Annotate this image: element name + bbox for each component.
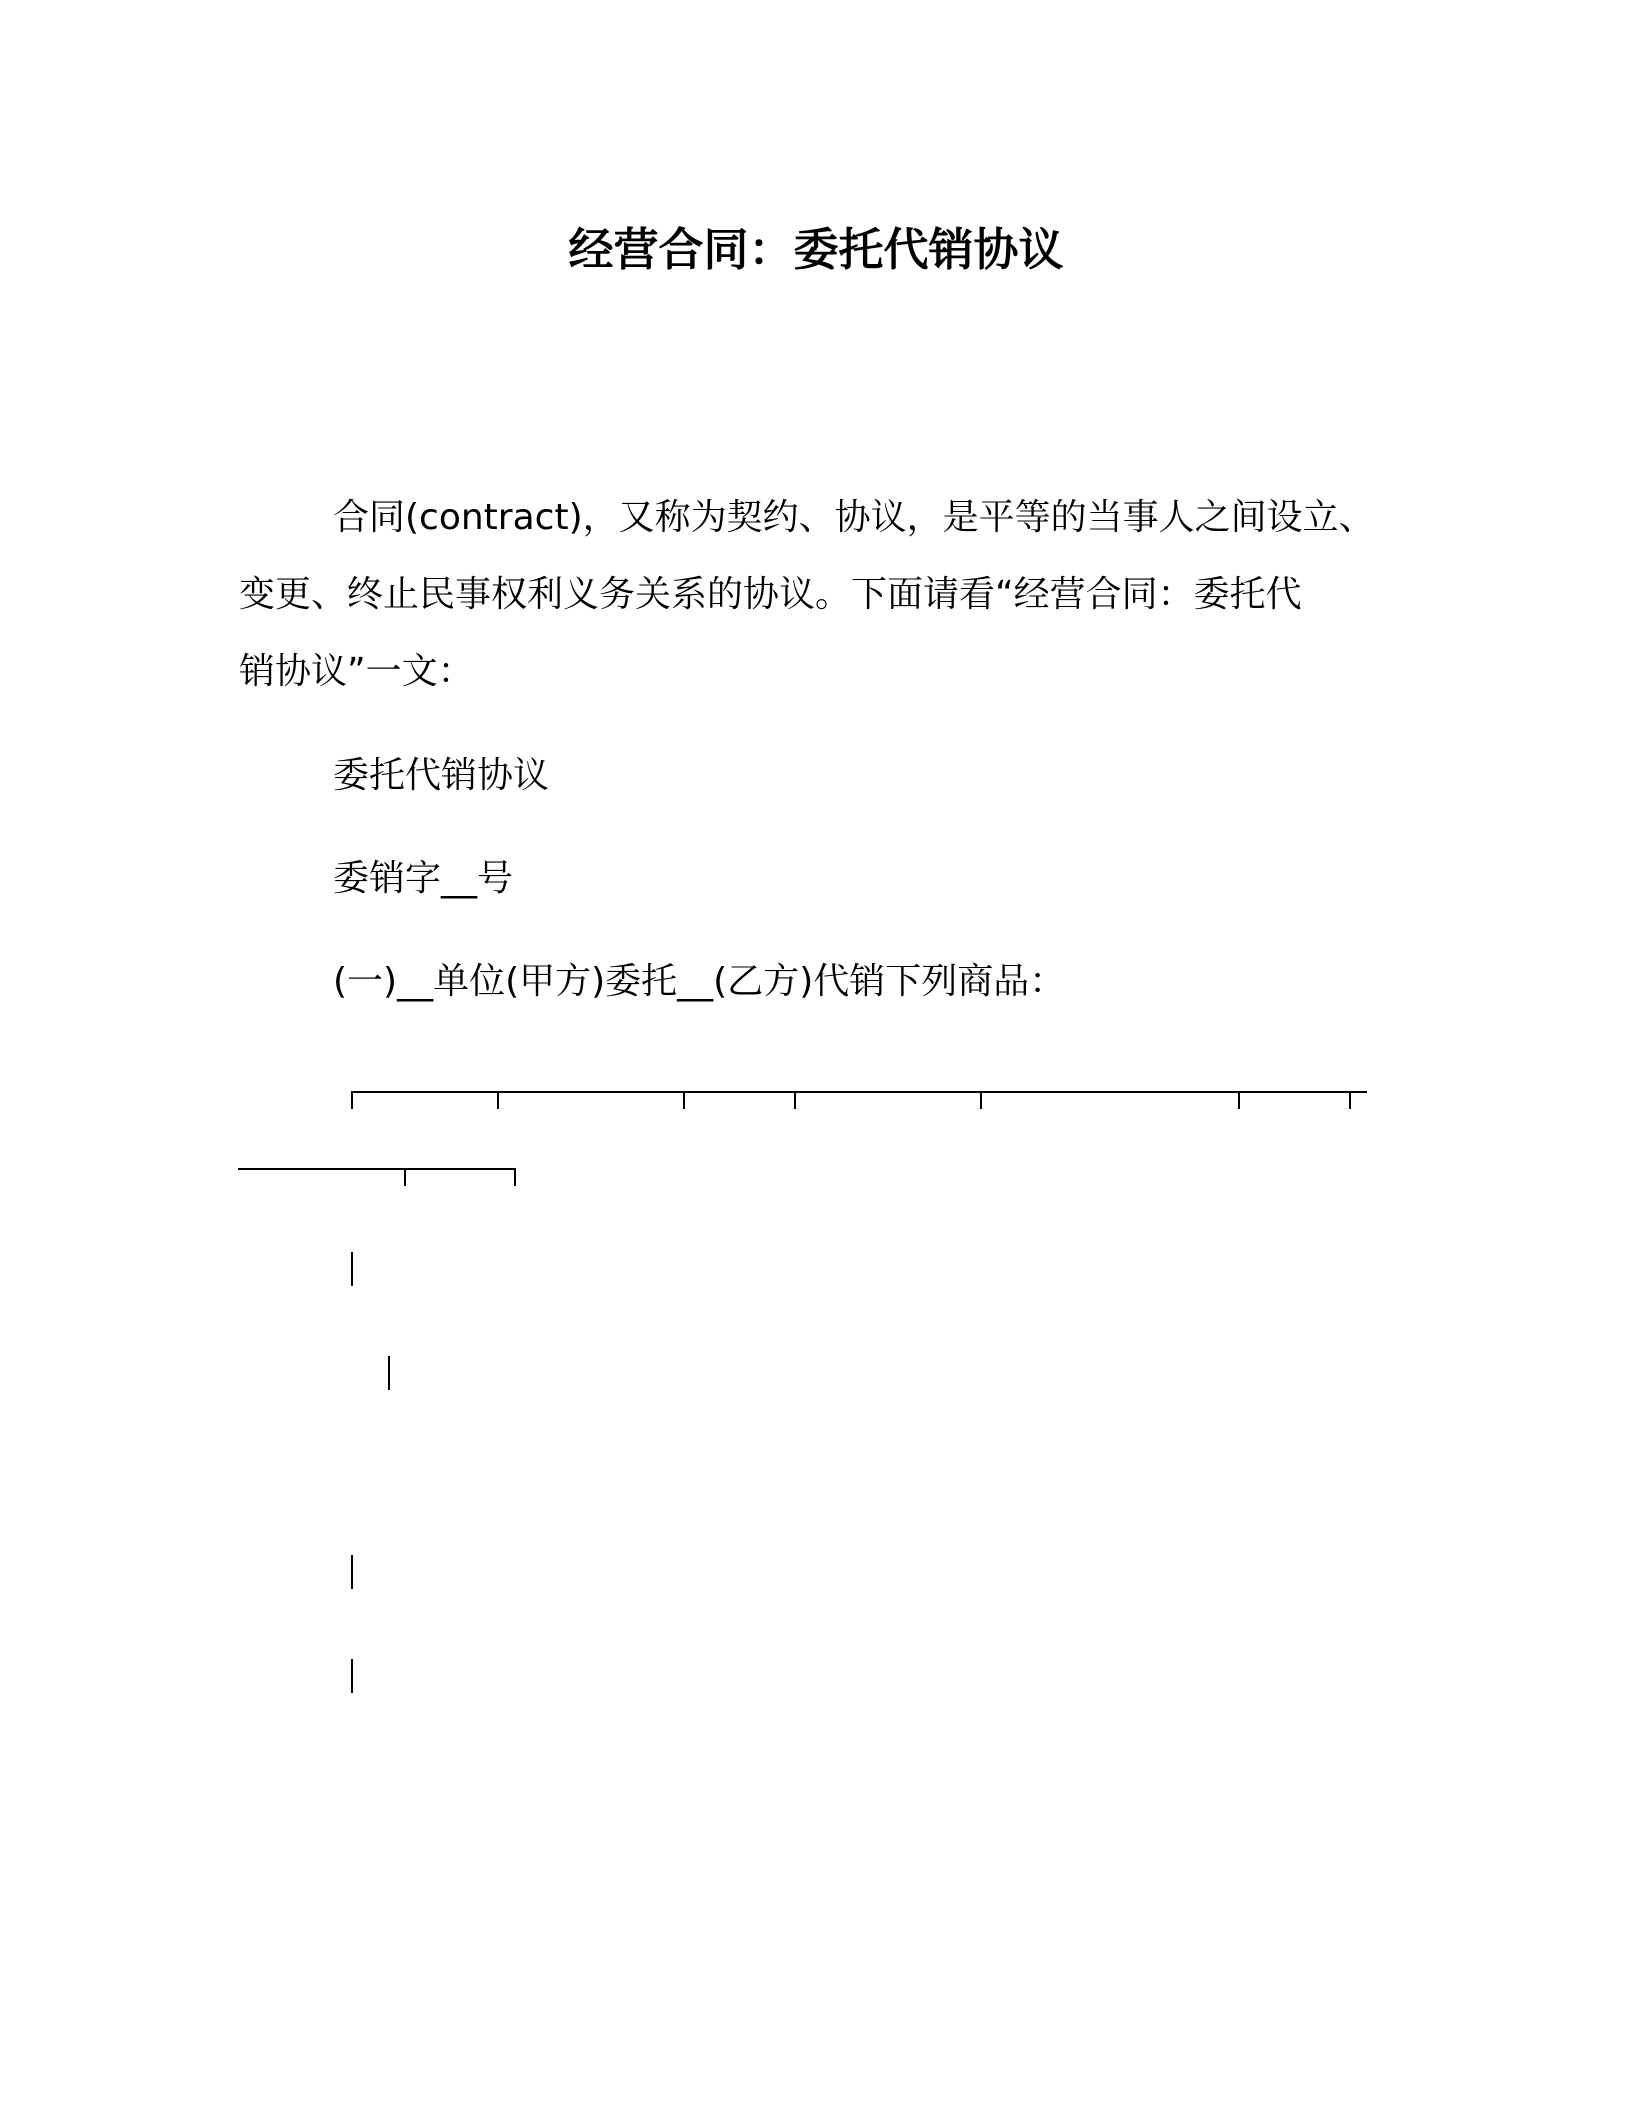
table-column-tick (404, 1168, 406, 1186)
table-column-tick (1349, 1091, 1351, 1109)
table-column-tick (980, 1091, 982, 1109)
table-column-tick (497, 1091, 499, 1109)
table-column-tick (351, 1091, 353, 1109)
table-cell-border (351, 1659, 353, 1693)
intro-line-2: 变更、终止民事权利义务关系的协议。下面请看“经营合同：委托代 (239, 574, 1302, 615)
table-column-tick (794, 1091, 796, 1109)
intro-line-1: 合同(contract)，又称为契约、协议，是平等的当事人之间设立、 (333, 497, 1375, 538)
table-column-tick (683, 1091, 685, 1109)
table-cell-border (351, 1555, 353, 1589)
table-column-tick (1238, 1091, 1240, 1109)
table-top-border-continuation (238, 1168, 515, 1170)
intro-line-3: 销协议”一文： (239, 651, 474, 692)
document-title: 经营合同：委托代销协议 (568, 223, 1064, 276)
table-column-tick (514, 1168, 516, 1186)
agreement-heading: 委托代销协议 (333, 755, 550, 796)
table-top-border (351, 1091, 1367, 1093)
table-cell-border (351, 1252, 353, 1286)
contract-number: 委销字__号 (333, 858, 514, 899)
clause-one: (一)__单位(甲方)委托__(乙方)代销下列商品： (333, 961, 1066, 1002)
table-cell-border (388, 1356, 390, 1390)
